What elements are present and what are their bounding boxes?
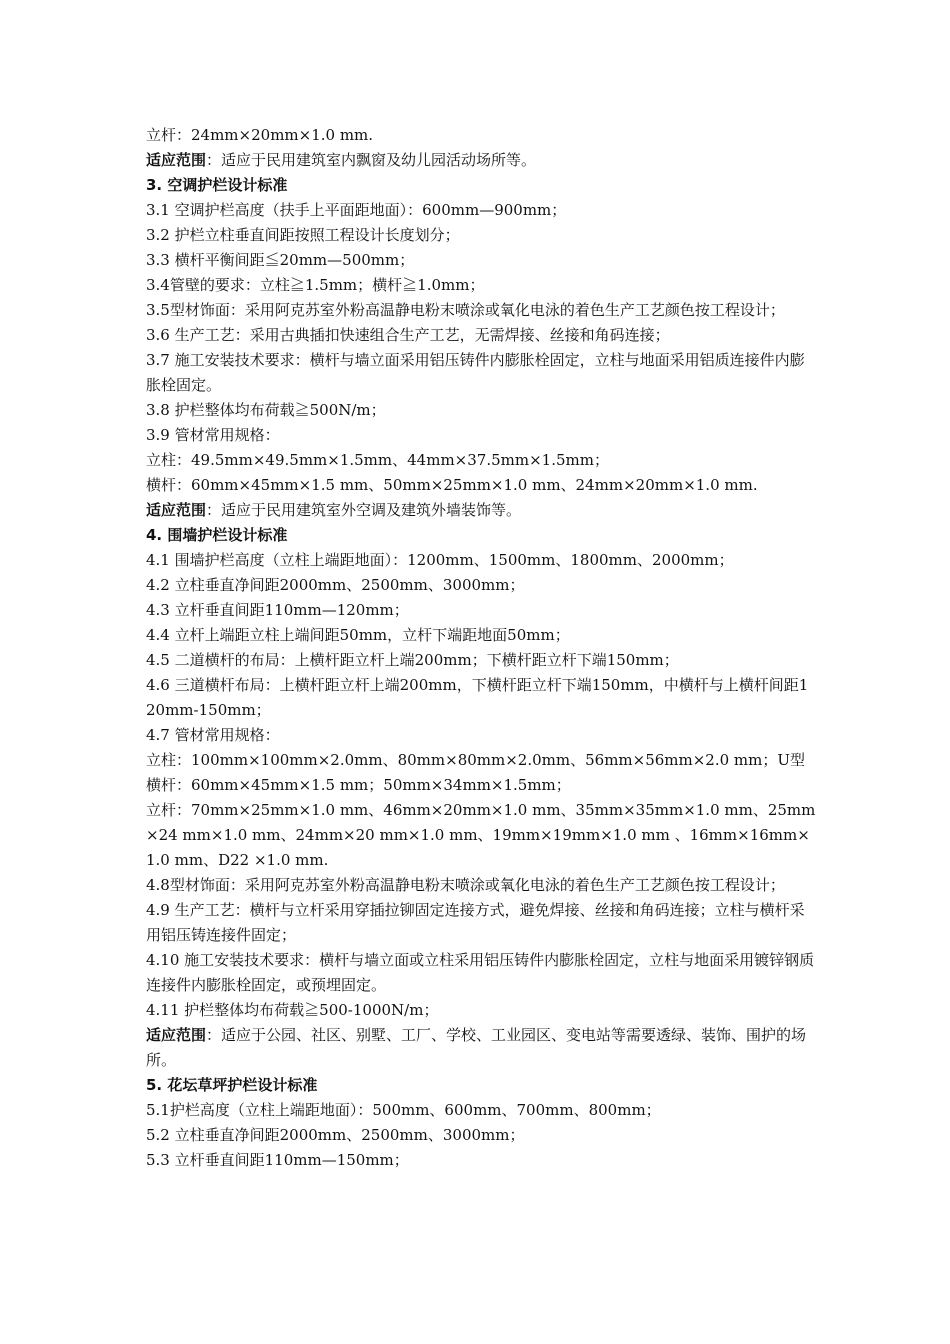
paragraph: 4.6 三道横杆布局：上横杆距立杆上端200mm，下横杆距立杆下端150mm，中横杆与上横杆间距120mm-150mm； <box>146 676 809 719</box>
paragraph: 4.11 护栏整体均布荷载≧500-1000N/m； <box>146 1001 439 1019</box>
paragraph: 3.6 生产工艺：采用古典插扣快速组合生产工艺，无需焊接、丝接和角码连接； <box>146 326 670 344</box>
scope-label: 适应范围 <box>146 501 207 519</box>
paragraph: 4.8型材饰面：采用阿克苏室外粉高温静电粉末喷涂或氧化电泳的着色生产工艺颜色按工程设计； <box>146 876 785 894</box>
section-heading: 3. 空调护栏设计标准 <box>146 176 288 194</box>
paragraph: 4.2 立柱垂直净间距2000mm、2500mm、3000mm； <box>146 576 525 594</box>
paragraph: 4.5 二道横杆的布局：上横杆距立杆上端200mm；下横杆距立杆下端150mm； <box>146 651 679 669</box>
paragraph: 4.7 管材常用规格： <box>146 726 280 744</box>
paragraph: 3.1 空调护栏高度（扶手上平面距地面）：600mm—900mm； <box>146 201 567 219</box>
scope-paragraph <box>146 1023 816 1073</box>
paragraph: 4.1 围墙护栏高度（立柱上端距地面）：1200mm、1500mm、1800mm、2000mm； <box>146 551 734 569</box>
paragraph: 5.1护栏高度（立柱上端距地面）：500mm、600mm、700mm、800mm； <box>146 1101 661 1119</box>
paragraph: 3.7 施工安装技术要求：横杆与墙立面采用铝压铸件内膨胀栓固定，立柱与地面采用铝质连接件内膨胀栓固定。 <box>146 351 805 394</box>
paragraph: 3.8 护栏整体均布荷载≧500N/m； <box>146 401 386 419</box>
scope-text: ：适应于公园、社区、别墅、工厂、学校、工业园区、变电站等需要透绿、装饰、围护的场所。 <box>146 1026 807 1069</box>
paragraph: 立柱：49.5mm×49.5mm×1.5mm、44mm×37.5mm×1.5mm； <box>146 451 609 469</box>
paragraph: 3.5型材饰面：采用阿克苏室外粉高温静电粉末喷涂或氧化电泳的着色生产工艺颜色按工程设计； <box>146 301 785 319</box>
paragraph: 3.2 护栏立柱垂直间距按照工程设计长度划分； <box>146 226 460 244</box>
scope-label: 适应范围 <box>146 1026 207 1044</box>
scope-paragraph <box>146 148 816 173</box>
paragraph: 5.3 立杆垂直间距110mm—150mm； <box>146 1151 409 1169</box>
paragraph: 4.4 立杆上端距立柱上端间距50mm，立杆下端距地面50mm； <box>146 626 570 644</box>
section-heading: 4. 围墙护栏设计标准 <box>146 526 288 544</box>
paragraph: 立柱：100mm×100mm×2.0mm、80mm×80mm×2.0mm、56mm×56mm×2.0 mm；U型横杆：60mm×45mm×1.5 mm；50mm×34mm×1.5mm； <box>146 751 806 794</box>
paragraph: 3.4管壁的要求：立柱≧1.5mm；横杆≧1.0mm； <box>146 276 485 294</box>
paragraph: 4.10 施工安装技术要求：横杆与墙立面或立柱采用铝压铸件内膨胀栓固定，立柱与地面采用镀锌钢质连接件内膨胀栓固定，或预埋固定。 <box>146 951 815 994</box>
paragraph: 横杆：60mm×45mm×1.5 mm、50mm×25mm×1.0 mm、24mm×20mm×1.0 mm. <box>146 476 758 494</box>
paragraph: 3.9 管材常用规格： <box>146 426 280 444</box>
paragraph: 4.3 立杆垂直间距110mm—120mm； <box>146 601 409 619</box>
scope-paragraph <box>146 498 816 523</box>
paragraph: 立杆：70mm×25mm×1.0 mm、46mm×20mm×1.0 mm、35mm×35mm×1.0 mm、25mm×24 mm×1.0 mm、24mm×20 mm×1.0 mm、19mm×19mm×1.0 mm 、16mm×16mm×1.0 mm、D22 ×1.0 mm. <box>146 801 816 869</box>
scope-text: ：适应于民用建筑室内飘窗及幼儿园活动场所等。 <box>206 151 537 169</box>
scope-label: 适应范围 <box>146 151 207 169</box>
scope-text: ：适应于民用建筑室外空调及建筑外墙装饰等。 <box>206 501 522 519</box>
section-heading: 5. 花坛草坪护栏设计标准 <box>146 1076 318 1094</box>
paragraph: 立杆：24mm×20mm×1.0 mm. <box>146 126 374 144</box>
document-body <box>146 123 816 1173</box>
paragraph: 5.2 立柱垂直净间距2000mm、2500mm、3000mm； <box>146 1126 525 1144</box>
paragraph: 4.9 生产工艺：横杆与立杆采用穿插拉铆固定连接方式，避免焊接、丝接和角码连接；立柱与横杆采用铝压铸连接件固定； <box>146 901 805 944</box>
paragraph: 3.3 横杆平衡间距≦20mm—500mm； <box>146 251 415 269</box>
